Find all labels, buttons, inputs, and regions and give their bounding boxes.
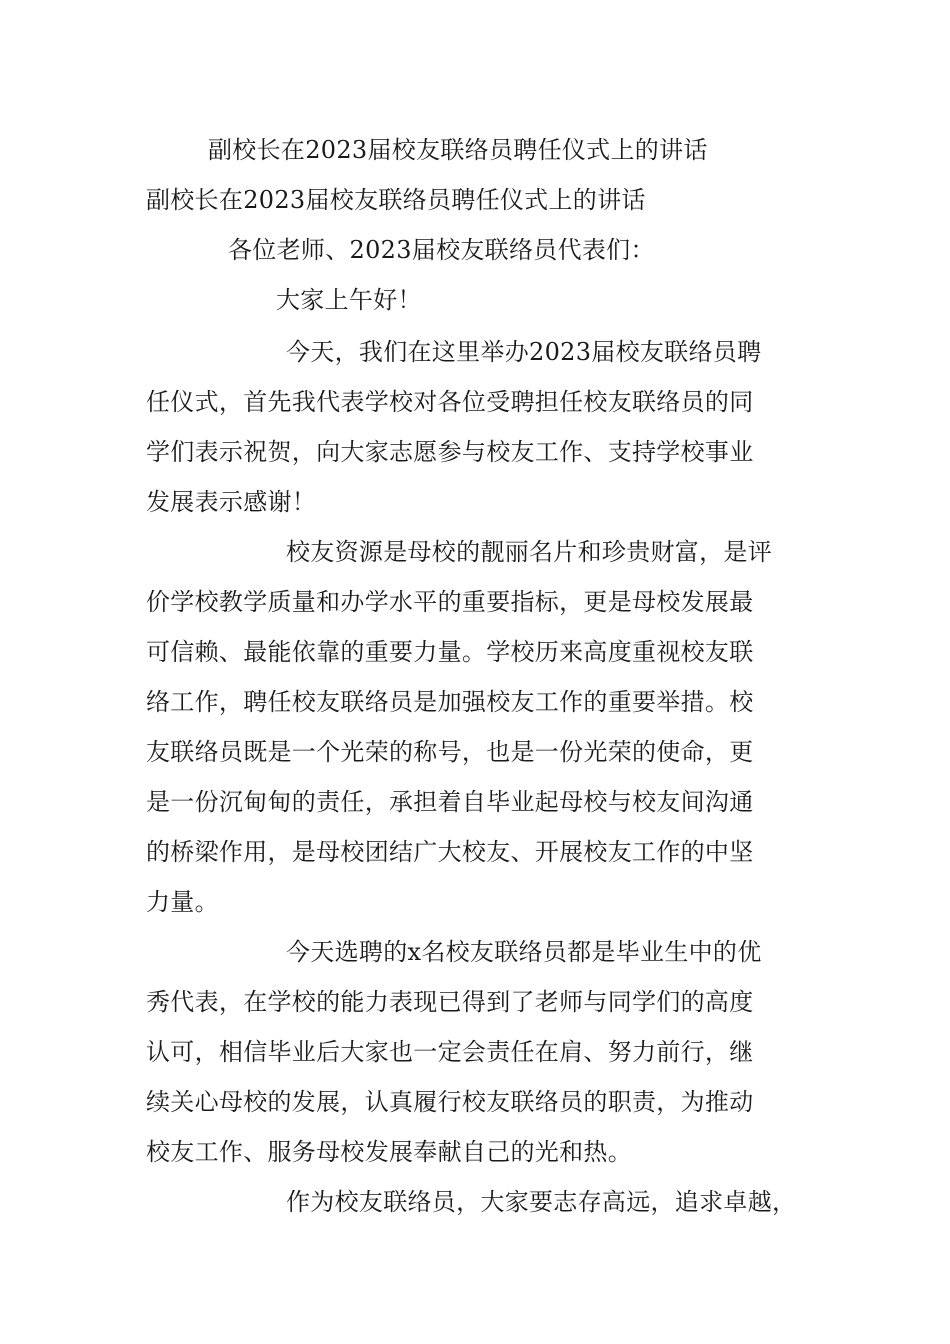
paragraph-line: 秀代表，在学校的能力表现已得到了老师与同学们的高度	[146, 988, 754, 1016]
paragraph-line: 今天选聘的x名校友联络员都是毕业生中的优	[286, 938, 762, 966]
paragraph-line: 的桥梁作用，是母校团结广大校友、开展校友工作的中坚	[146, 838, 754, 866]
paragraph-line: 续关心母校的发展，认真履行校友联络员的职责，为推动	[146, 1088, 754, 1116]
paragraph-line: 友联络员既是一个光荣的称号，也是一份光荣的使命，更	[146, 738, 754, 766]
paragraph-line: 络工作，聘任校友联络员是加强校友工作的重要举措。校	[146, 688, 754, 716]
salutation: 各位老师、2023届校友联络员代表们：	[228, 236, 655, 264]
paragraph-line: 作为校友联络员，大家要志存高远，追求卓越，	[286, 1188, 797, 1216]
paragraph-line: 可信赖、最能依靠的重要力量。学校历来高度重视校友联	[146, 638, 754, 666]
greeting: 大家上午好！	[276, 286, 422, 314]
paragraph-line: 发展表示感谢！	[146, 488, 317, 516]
paragraph-line: 认可，相信毕业后大家也一定会责任在肩、努力前行，继	[146, 1038, 754, 1066]
paragraph-line: 学们表示祝贺，向大家志愿参与校友工作、支持学校事业	[146, 438, 754, 466]
paragraph-line: 今天，我们在这里举办2023届校友联络员聘	[286, 338, 762, 366]
paragraph-line: 校友资源是母校的靓丽名片和珍贵财富，是评	[286, 538, 772, 566]
paragraph-line: 任仪式，首先我代表学校对各位受聘担任校友联络员的同	[146, 388, 754, 416]
document-subtitle: 副校长在2023届校友联络员聘任仪式上的讲话	[146, 186, 646, 214]
document-title: 副校长在2023届校友联络员聘任仪式上的讲话	[208, 136, 708, 164]
paragraph-line: 价学校教学质量和办学水平的重要指标，更是母校发展最	[146, 588, 754, 616]
paragraph-line: 是一份沉甸甸的责任，承担着自毕业起母校与校友间沟通	[146, 788, 754, 816]
paragraph-line: 力量。	[146, 888, 219, 916]
paragraph-line: 校友工作、服务母校发展奉献自己的光和热。	[146, 1138, 632, 1166]
